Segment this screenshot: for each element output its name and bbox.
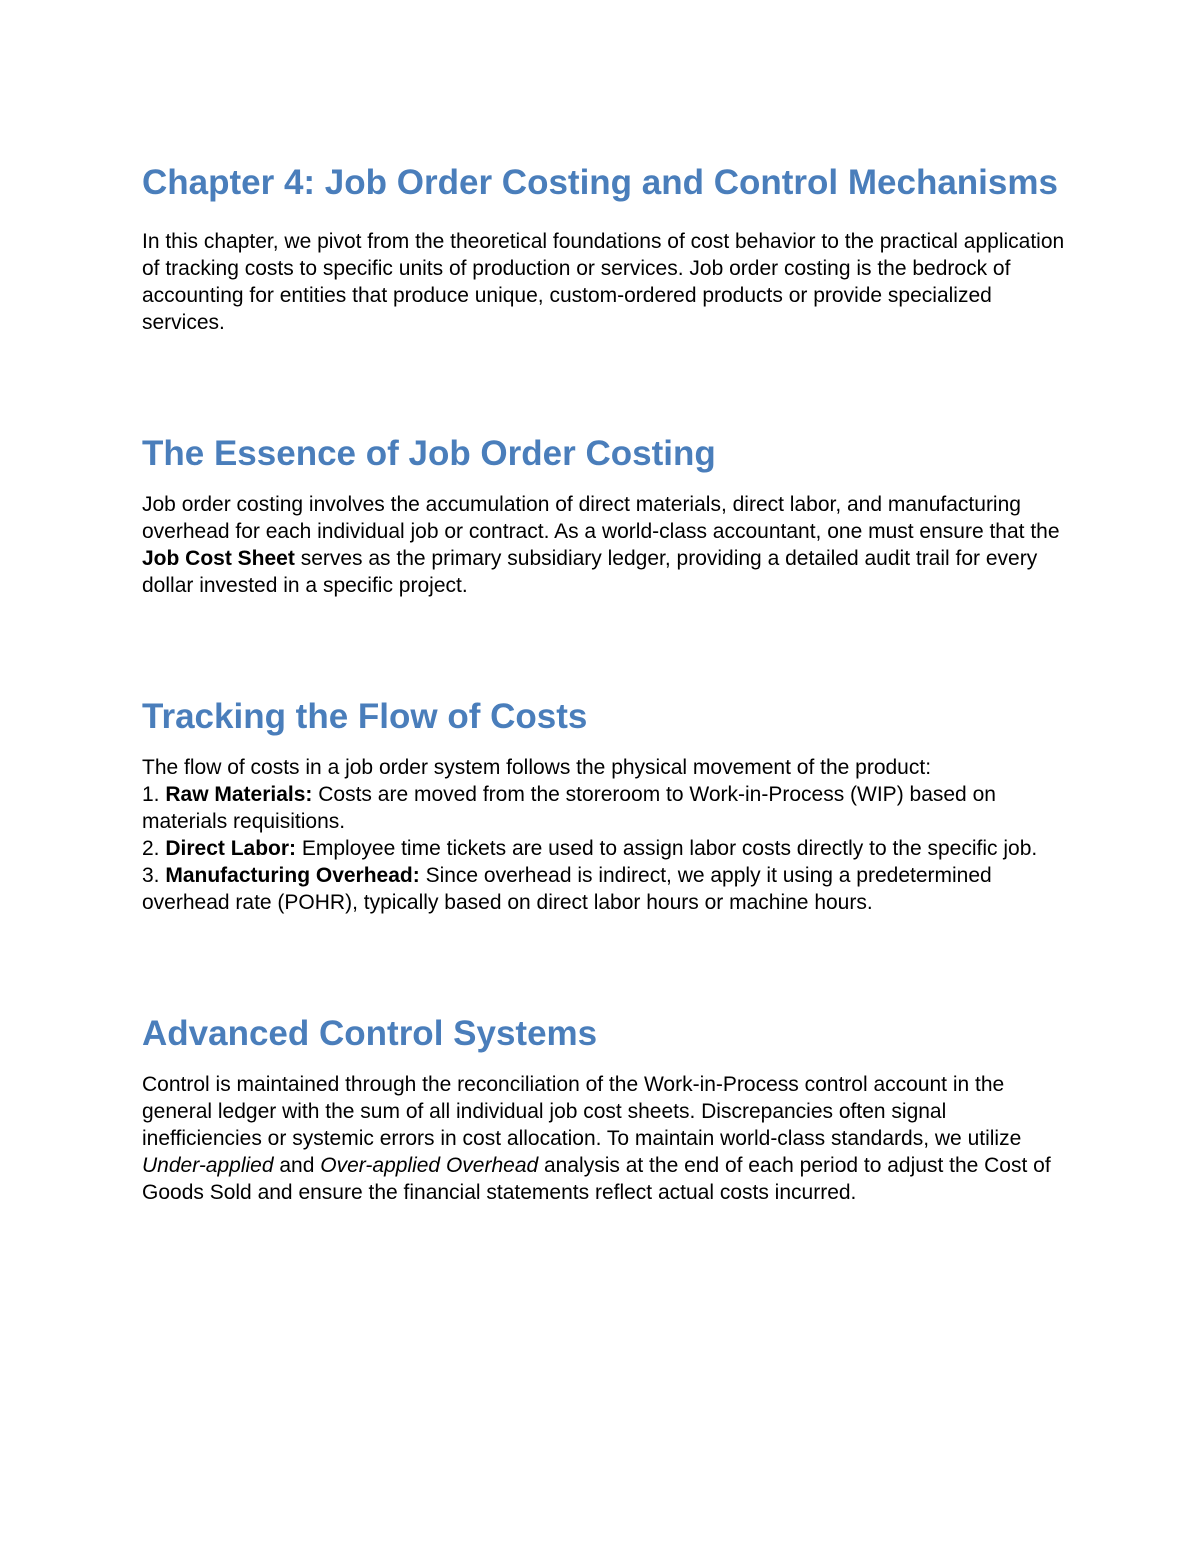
list-item-label: Raw Materials: xyxy=(165,783,313,806)
document-page xyxy=(142,160,1067,1206)
list-item-label: Manufacturing Overhead: xyxy=(165,864,420,887)
essence-text-a: Job order costing involves the accumulation of direct materials, direct labor, and manufacturing overhead for each individual job or contract. As a world-class accountant, one must ensure that the xyxy=(142,493,1060,543)
section-heading-control: Advanced Control Systems xyxy=(142,1014,598,1053)
job-cost-sheet-term: Job Cost Sheet xyxy=(142,547,295,570)
control-text-b: and xyxy=(273,1154,321,1177)
list-item-number: 1. xyxy=(142,783,166,806)
list-item-number: 2. xyxy=(142,837,166,860)
list-item xyxy=(142,781,1067,835)
essence-text-b: serves as the primary subsidiary ledger, providing a detailed audit trail for every dollar invested in a specific project. xyxy=(142,547,1038,597)
list-item-text: Since overhead is indirect, we apply it using a predetermined overhead rate (POHR), typically based on direct labor hours or machine hours. xyxy=(142,864,992,914)
essence-paragraph xyxy=(142,491,1067,599)
control-text-a: Control is maintained through the reconciliation of the Work-in-Process control account in the general ledger with the sum of all individual job cost sheets. Discrepancies often signal inefficiencies or systemic errors in cost allocation. To maintain world-class standards, we utilize xyxy=(142,1073,1022,1150)
list-item-text: Costs are moved from the storeroom to Work-in-Process (WIP) based on materials requisitions. xyxy=(142,783,996,833)
chapter-title: Chapter 4: Job Order Costing and Control Mechanisms xyxy=(142,163,1058,202)
list-item xyxy=(142,835,1067,862)
flow-content xyxy=(142,754,1067,916)
control-paragraph xyxy=(142,1071,1067,1206)
control-text-c: analysis at the end of each period to adjust the Cost of Goods Sold and ensure the financial statements reflect actual costs incurred. xyxy=(142,1154,1051,1204)
list-item xyxy=(142,862,1067,916)
section-heading-essence: The Essence of Job Order Costing xyxy=(142,434,716,473)
list-item-label: Direct Labor: xyxy=(165,837,297,860)
under-applied-term: Under-applied xyxy=(142,1154,274,1177)
section-heading-flow: Tracking the Flow of Costs xyxy=(142,697,588,736)
list-item-number: 3. xyxy=(142,864,166,887)
flow-lead: The flow of costs in a job order system follows the physical movement of the product: xyxy=(142,756,932,779)
over-applied-term: Over-applied Overhead xyxy=(320,1154,539,1177)
list-item-text: Employee time tickets are used to assign labor costs directly to the specific job. xyxy=(296,837,1038,860)
intro-paragraph: In this chapter, we pivot from the theoretical foundations of cost behavior to the practical application of tracking costs to specific units of production or services. Job order costing is the bedrock of accounting for entities that produce unique, custom-ordered products or provide specialized services. xyxy=(142,230,1065,334)
